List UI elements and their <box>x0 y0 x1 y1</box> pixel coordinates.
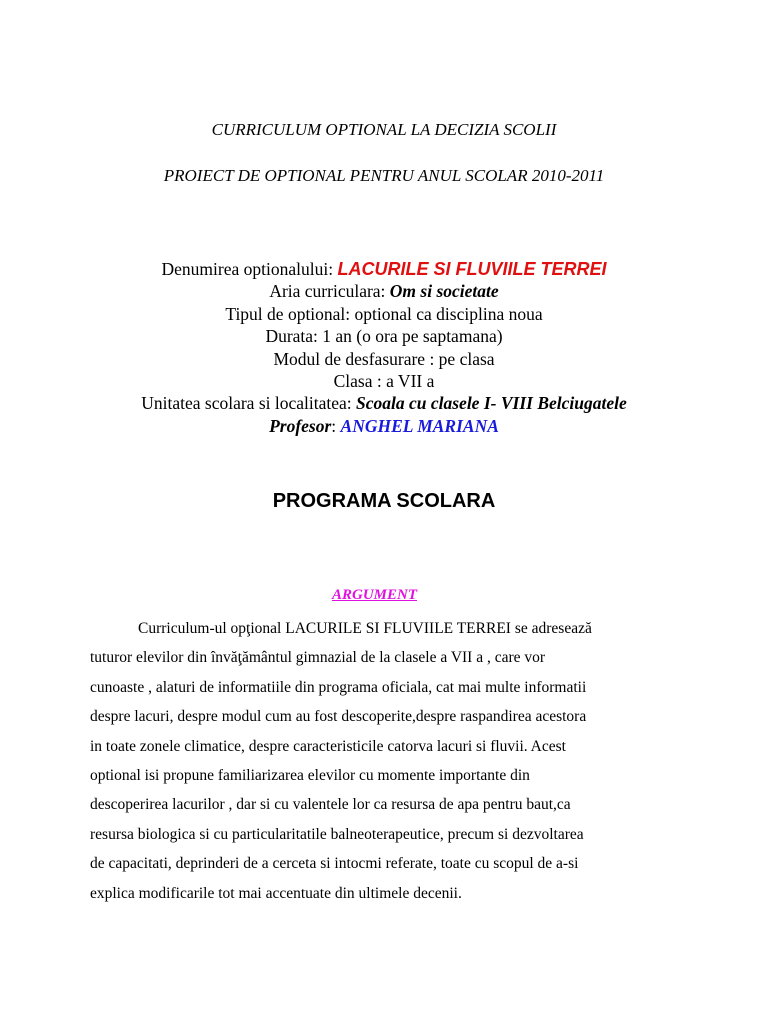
modul-row: Modul de desfasurare : pe clasa <box>273 348 495 369</box>
paragraph-line: despre lacuri, despre modul cum au fost descoperite,despre raspandirea acestora <box>90 708 587 726</box>
paragraph-line: cunoaste , alaturi de informatiile din programa oficiala, cat mai multe informatii <box>90 678 587 696</box>
paragraph-line: in toate zonele climatice, despre caracteristicile catorva lacuri si fluvii. Acest <box>90 737 566 755</box>
unitatea-row <box>0 392 768 414</box>
paragraph-line: optional isi propune familiarizarea elevilor cu momente importante din <box>90 767 530 785</box>
project-heading: PROIECT DE OPTIONAL PENTRU ANUL SCOLAR 2010-2011 <box>163 166 605 185</box>
programa-title: PROGRAMA SCOLARA <box>272 490 496 512</box>
tipul-row: Tipul de optional: optional ca disciplina noua <box>225 303 543 324</box>
argument-title: ARGUMENT <box>332 587 418 603</box>
paragraph-line: de capacitati, deprinderi de a cerceta si intocmi referate, toate cu scopul de a-si <box>90 855 579 873</box>
curriculum-heading: CURRICULUM OPTIONAL LA DECIZIA SCOLII <box>211 120 557 139</box>
profesor-label: Profesor <box>269 415 332 436</box>
profesor-row <box>0 415 768 437</box>
paragraph-line: explica modificarile tot mai accentuate din ultimele decenii. <box>90 884 462 902</box>
durata-row: Durata: 1 an (o ora pe saptamana) <box>265 326 503 347</box>
unitatea-label: Unitatea scolara si localitatea: <box>141 393 356 414</box>
aria-label: Aria curriculara: <box>269 281 390 302</box>
denumire-label: Denumirea optionalului: <box>161 259 338 279</box>
optional-name: LACURILE SI FLUVIILE TERREI <box>337 259 607 279</box>
paragraph-line: resursa biologica si cu particularitatile balneoterapeutice, precum si dezvoltarea <box>90 825 584 843</box>
unitatea-value: Scoala cu clasele I- VIII Belciugatele <box>356 393 627 414</box>
aria-value: Om si societate <box>389 281 499 302</box>
paragraph-line: tuturor elevilor din învăţământul gimnazial de la clasele a VII a , care vor <box>90 649 546 667</box>
optional-info-block <box>0 258 768 437</box>
paragraph-line: descoperirea lacurilor , dar si cu valentele lor ca resursa de apa pentru baut,ca <box>90 796 571 814</box>
paragraph-line: Curriculum-ul opţional LACURILE SI FLUVIILE TERREI se adresează <box>138 620 592 637</box>
aria-row <box>0 280 768 302</box>
profesor-name: ANGHEL MARIANA <box>340 415 499 436</box>
argument-paragraph <box>90 614 680 908</box>
denumire-row <box>0 258 768 280</box>
profesor-separator: : <box>331 415 341 436</box>
clasa-row: Clasa : a VII a <box>333 371 435 392</box>
